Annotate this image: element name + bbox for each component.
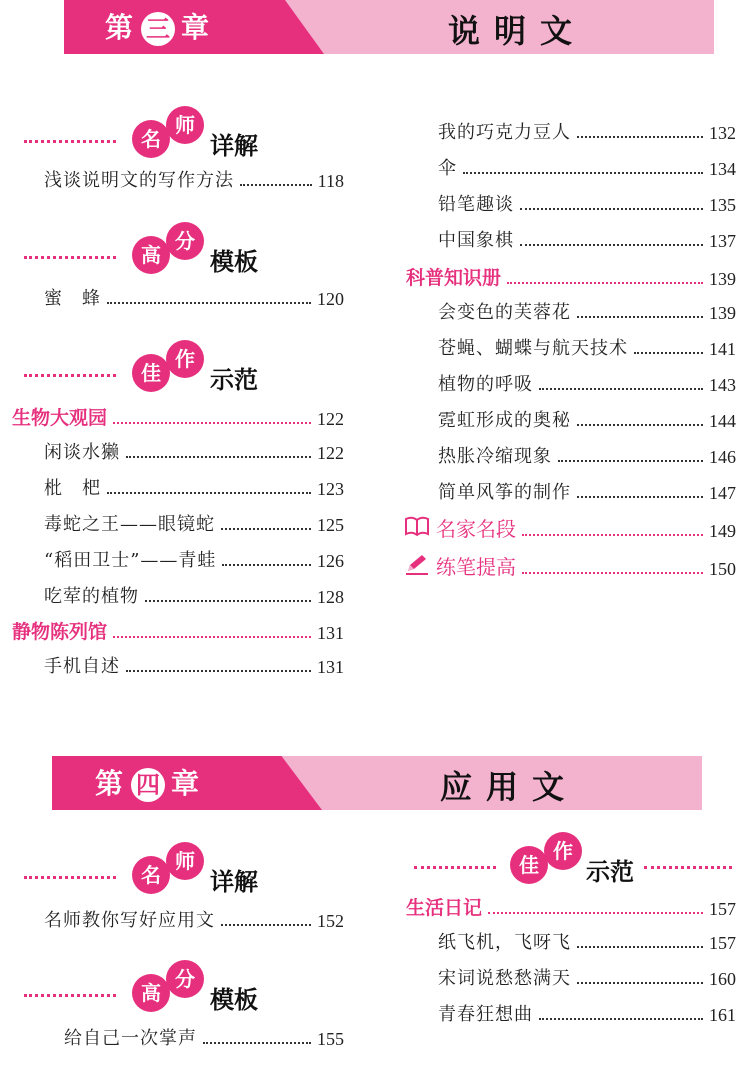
toc-entry-page: 141 bbox=[709, 339, 736, 359]
section-title: 详解 bbox=[210, 132, 258, 160]
section-jiazuo-shifan bbox=[24, 347, 354, 400]
toc-entry[interactable] bbox=[64, 1024, 344, 1050]
toc-category-title: 静物陈列馆 bbox=[12, 621, 108, 643]
section-badge: 名 bbox=[132, 856, 170, 894]
toc-entry[interactable] bbox=[438, 478, 736, 504]
section-badge: 高 bbox=[132, 236, 170, 274]
chapter-suffix: 章 bbox=[181, 11, 212, 44]
toc-entry[interactable] bbox=[438, 370, 736, 396]
toc-entry-page: 137 bbox=[709, 231, 736, 251]
toc-entry-page: 132 bbox=[709, 123, 736, 143]
toc-entry-page: 155 bbox=[317, 1029, 344, 1049]
toc-entry-title: 手机自述 bbox=[44, 656, 120, 677]
toc-entry-title: 给自己一次掌声 bbox=[64, 1028, 197, 1049]
section-jiazuo-shifan bbox=[414, 839, 734, 892]
toc-entry-title: “稻田卫士”——青蛙 bbox=[44, 550, 217, 571]
toc-entry-page: 131 bbox=[317, 623, 344, 643]
section-title: 模板 bbox=[210, 248, 258, 276]
chapter3-title: 说明文 bbox=[448, 12, 587, 50]
toc-entry[interactable] bbox=[438, 190, 736, 216]
toc-entry[interactable] bbox=[438, 298, 736, 324]
toc-extra-lianbi[interactable] bbox=[404, 554, 736, 580]
chapter4-title: 应用文 bbox=[440, 768, 579, 806]
toc-extra-title: 练笔提高 bbox=[436, 555, 516, 579]
toc-category-title: 生物大观园 bbox=[12, 407, 108, 429]
toc-entry[interactable] bbox=[438, 406, 736, 432]
toc-entry-page: 144 bbox=[709, 411, 736, 431]
section-badge: 名 bbox=[132, 120, 170, 158]
toc-entry-title: 吃荤的植物 bbox=[44, 586, 139, 607]
pencil-icon bbox=[404, 553, 430, 580]
toc-category[interactable] bbox=[406, 264, 736, 290]
toc-entry[interactable] bbox=[438, 118, 736, 144]
toc-entry-page: 161 bbox=[709, 1005, 736, 1025]
section-badge: 分 bbox=[166, 222, 204, 260]
toc-entry-page: 150 bbox=[709, 559, 736, 579]
toc-entry-page: 149 bbox=[709, 521, 736, 541]
toc-entry[interactable] bbox=[438, 928, 736, 954]
toc-entry[interactable] bbox=[438, 442, 736, 468]
section-badge: 作 bbox=[166, 340, 204, 378]
toc-entry[interactable] bbox=[44, 438, 344, 464]
chapter-prefix: 第 bbox=[105, 11, 136, 44]
section-title: 示范 bbox=[210, 366, 258, 394]
section-gaofen-moban bbox=[24, 967, 354, 1020]
toc-entry-page: 123 bbox=[317, 479, 344, 499]
section-badge: 佳 bbox=[510, 846, 548, 884]
chapter-prefix: 第 bbox=[95, 767, 126, 800]
toc-category[interactable] bbox=[12, 618, 344, 644]
toc-entry-title: 浅谈说明文的写作方法 bbox=[44, 170, 234, 191]
toc-entry-title: 霓虹形成的奥秘 bbox=[438, 410, 571, 431]
toc-entry-page: 143 bbox=[709, 375, 736, 395]
toc-entry[interactable] bbox=[44, 474, 344, 500]
toc-entry-title: 青春狂想曲 bbox=[438, 1004, 533, 1025]
toc-entry-page: 135 bbox=[709, 195, 736, 215]
section-badge: 作 bbox=[544, 832, 582, 870]
toc-entry[interactable] bbox=[44, 284, 344, 310]
toc-entry-page: 160 bbox=[709, 969, 736, 989]
section-badge: 分 bbox=[166, 960, 204, 998]
toc-extra-title: 名家名段 bbox=[436, 517, 516, 541]
toc-category[interactable] bbox=[12, 404, 344, 430]
section-badge: 高 bbox=[132, 974, 170, 1012]
toc-entry-page: 152 bbox=[317, 911, 344, 931]
chapter-suffix: 章 bbox=[171, 767, 202, 800]
toc-entry[interactable] bbox=[44, 582, 344, 608]
toc-extra-mingjia[interactable] bbox=[404, 516, 736, 542]
toc-entry-page: 122 bbox=[317, 409, 344, 429]
chapter-number: 四 bbox=[131, 768, 165, 802]
toc-entry-page: 139 bbox=[709, 303, 736, 323]
section-badge: 师 bbox=[166, 842, 204, 880]
toc-entry-title: 名师教你写好应用文 bbox=[44, 910, 215, 931]
section-title: 模板 bbox=[210, 986, 258, 1014]
section-title: 示范 bbox=[586, 858, 634, 886]
toc-entry-page: 122 bbox=[317, 443, 344, 463]
toc-entry-page: 131 bbox=[317, 657, 344, 677]
toc-entry-page: 126 bbox=[317, 551, 344, 571]
toc-entry-page: 134 bbox=[709, 159, 736, 179]
toc-entry-title: 铅笔趣谈 bbox=[438, 194, 514, 215]
toc-entry[interactable] bbox=[438, 154, 736, 180]
toc-entry[interactable] bbox=[438, 334, 736, 360]
toc-entry-title: 毒蛇之王——眼镜蛇 bbox=[44, 514, 215, 535]
toc-entry-title: 伞 bbox=[438, 158, 457, 179]
toc-entry-title: 中国象棋 bbox=[438, 230, 514, 251]
chapter-number: 三 bbox=[141, 12, 175, 46]
toc-entry-title: 蜜 蜂 bbox=[44, 288, 101, 309]
toc-entry-title: 宋词说愁愁满天 bbox=[438, 968, 571, 989]
toc-entry-title: 植物的呼吸 bbox=[438, 374, 533, 395]
toc-category[interactable] bbox=[406, 894, 736, 920]
section-title: 详解 bbox=[210, 868, 258, 896]
toc-entry-title: 闲谈水獭 bbox=[44, 442, 120, 463]
toc-entry-title: 纸飞机，飞呀飞 bbox=[438, 932, 571, 953]
toc-entry-title: 会变色的芙蓉花 bbox=[438, 302, 571, 323]
toc-entry-page: 146 bbox=[709, 447, 736, 467]
toc-entry-page: 157 bbox=[709, 899, 736, 919]
toc-entry-title: 简单风筝的制作 bbox=[438, 482, 571, 503]
section-mingshi-xiangjie bbox=[24, 113, 354, 166]
toc-category-title: 科普知识册 bbox=[406, 267, 502, 289]
book-icon bbox=[404, 515, 430, 542]
toc-entry[interactable] bbox=[438, 964, 736, 990]
toc-entry-page: 147 bbox=[709, 483, 736, 503]
toc-entry[interactable] bbox=[44, 906, 344, 932]
toc-entry-page: 128 bbox=[317, 587, 344, 607]
toc-entry[interactable] bbox=[438, 226, 736, 252]
toc-entry-page: 139 bbox=[709, 269, 736, 289]
toc-entry[interactable] bbox=[44, 546, 344, 572]
toc-entry[interactable] bbox=[44, 510, 344, 536]
toc-entry-title: 苍蝇、蝴蝶与航天技术 bbox=[438, 338, 628, 359]
chapter3-label bbox=[105, 6, 211, 46]
chapter4-label bbox=[95, 762, 201, 802]
section-badge: 佳 bbox=[132, 354, 170, 392]
toc-entry[interactable] bbox=[44, 166, 344, 192]
toc-entry-page: 157 bbox=[709, 933, 736, 953]
toc-category-title: 生活日记 bbox=[406, 897, 483, 919]
toc-entry[interactable] bbox=[44, 652, 344, 678]
section-badge: 师 bbox=[166, 106, 204, 144]
section-mingshi-xiangjie bbox=[24, 849, 354, 902]
toc-entry-page: 125 bbox=[317, 515, 344, 535]
toc-entry-page: 120 bbox=[317, 289, 344, 309]
toc-entry[interactable] bbox=[438, 1000, 736, 1026]
toc-entry-title: 我的巧克力豆人 bbox=[438, 122, 571, 143]
toc-entry-page: 118 bbox=[317, 171, 344, 191]
toc-entry-title: 热胀冷缩现象 bbox=[438, 446, 552, 467]
section-gaofen-moban bbox=[24, 229, 354, 282]
toc-entry-title: 枇 杷 bbox=[44, 478, 101, 499]
